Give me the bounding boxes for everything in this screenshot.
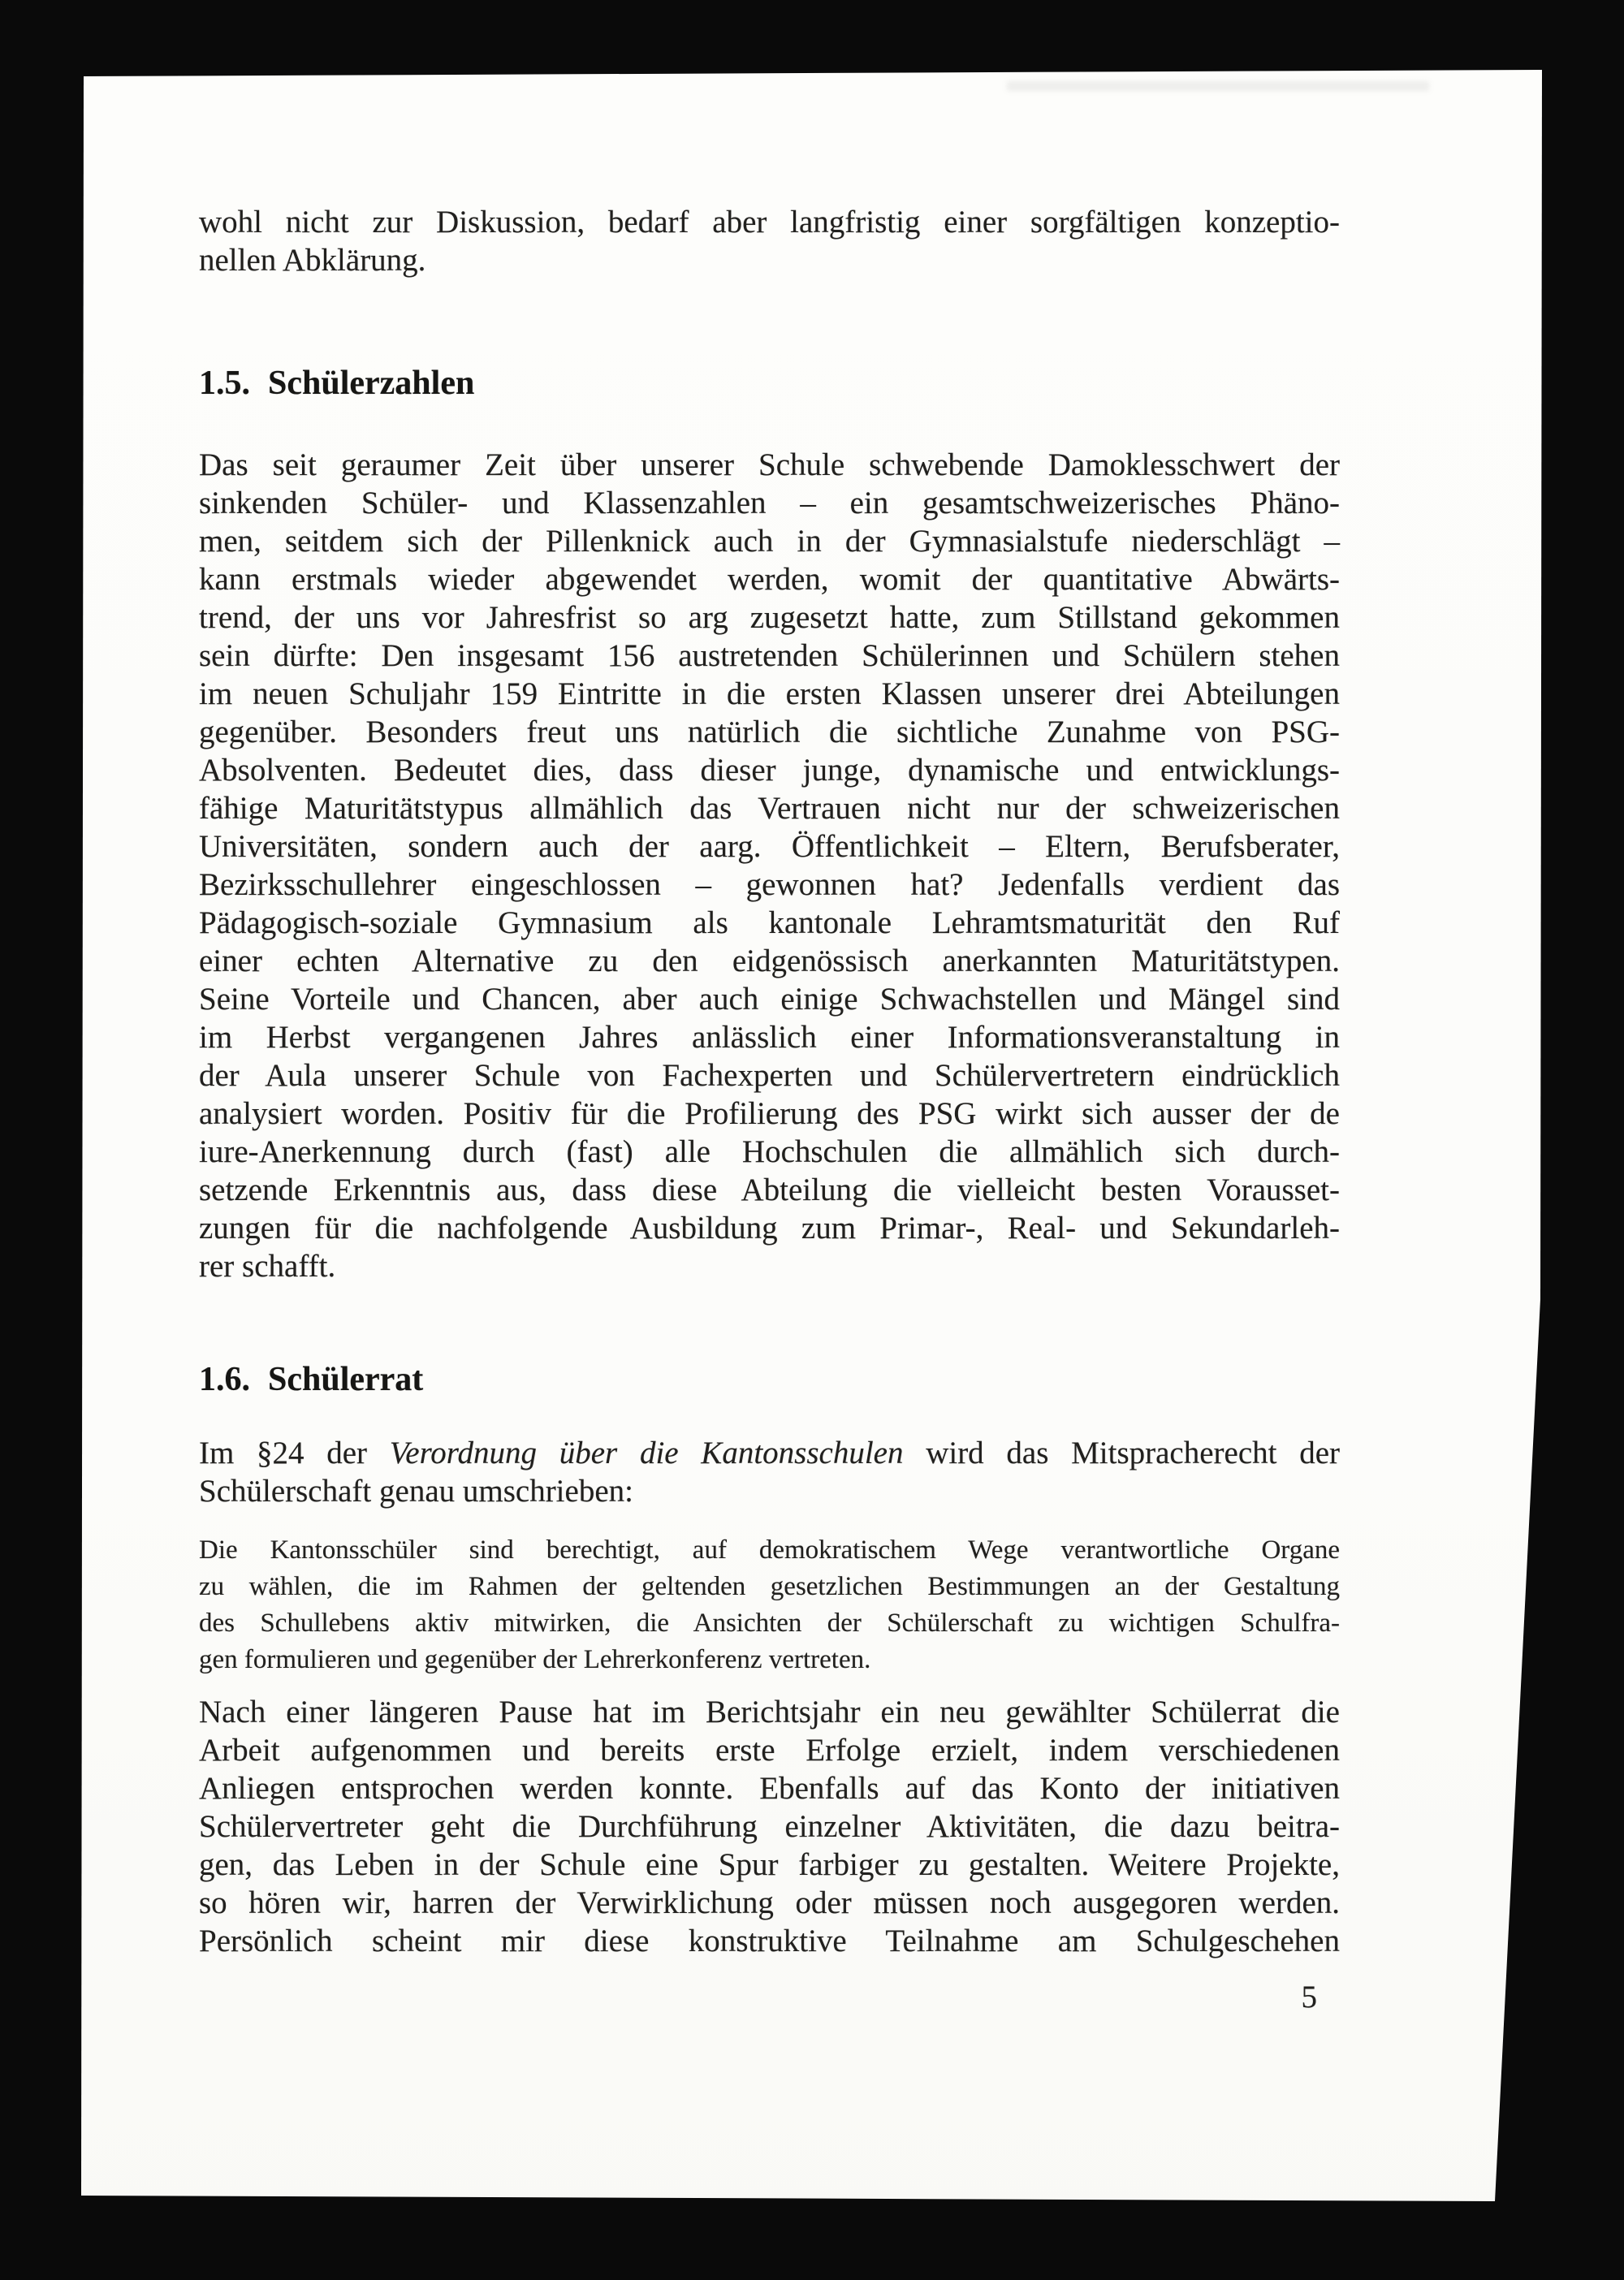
text-line: der Aula unserer Schule von Fachexperten und Schülervertretern eindrücklich (199, 1058, 1340, 1093)
paragraph-schuelerzahlen (199, 446, 1340, 1285)
italic-text-segment: Verordnung über die Kantonsschulen (389, 1436, 904, 1470)
text-line: nellen Abklärung. (199, 243, 426, 278)
text-line: Das seit geraumer Zeit über unserer Schule schwebende Damoklesschwert der (199, 447, 1340, 482)
text-line: sein dürfte: Den insgesamt 156 austretenden Schülerinnen und Schülern stehen (199, 638, 1340, 673)
text-line: setzende Erkenntnis aus, dass diese Abteilung die vielleicht besten Vorausset- (199, 1172, 1340, 1207)
carryover-paragraph (199, 203, 1340, 279)
text-line: Absolventen. Bedeutet dies, dass dieser junge, dynamische und entwicklungs- (199, 753, 1340, 788)
blockquote-regulation (199, 1532, 1340, 1678)
text-line: analysiert worden. Positiv für die Profilierung des PSG wirkt sich ausser der de (199, 1096, 1340, 1131)
paragraph-schuelerrat (199, 1693, 1340, 1960)
text-line: so hören wir, harren der Verwirklichung oder müssen noch ausgegoren werden. (199, 1885, 1340, 1920)
text-line: men, seitdem sich der Pillenknick auch in der Gymnasialstufe niederschlägt – (199, 524, 1340, 559)
text-line: Persönlich scheint mir diese konstruktive Teilnahme am Schulgeschehen (199, 1924, 1340, 1958)
text-line: Die Kantonsschüler sind berechtigt, auf demokratischem Wege verantwortliche Organe (199, 1535, 1340, 1565)
heading-number: 1.5. (199, 365, 250, 402)
text-line: gegenüber. Besonders freut uns natürlich die sichtliche Zunahme von PSG- (199, 715, 1340, 749)
text-line: zungen für die nachfolgende Ausbildung zum Primar-, Real- und Sekundarleh- (199, 1211, 1340, 1246)
text-segment: Im §24 der (199, 1436, 390, 1470)
text-line: wohl nicht zur Diskussion, bedarf aber langfristig einer sorgfältigen konzeptio- (199, 205, 1340, 240)
section-heading-1-6 (199, 1359, 1340, 1400)
text-line: im neuen Schuljahr 159 Eintritte in die ersten Klassen unserer drei Abteilungen (199, 676, 1340, 711)
text-line: Arbeit aufgenommen und bereits erste Erfolge erzielt, indem verschiedenen (199, 1733, 1340, 1768)
paragraph-intro-verordnung (199, 1434, 1340, 1510)
text-line: kann erstmals wieder abgewendet werden, womit der quantitative Abwärts- (199, 562, 1340, 597)
text-line: Nach einer längeren Pause hat im Berichtsjahr ein neu gewählter Schülerrat die (199, 1695, 1340, 1729)
text-line: rer schafft. (199, 1249, 336, 1284)
heading-number: 1.6. (199, 1361, 250, 1398)
text-line: gen, das Leben in der Schule eine Spur farbiger zu gestalten. Weitere Projekte, (199, 1847, 1340, 1882)
section-heading-1-5 (199, 363, 1340, 404)
text-line: Seine Vorteile und Chancen, aber auch einige Schwachstellen und Mängel sind (199, 982, 1340, 1017)
text-line: gen formulieren und gegenüber der Lehrerkonferenz vertreten. (199, 1645, 871, 1674)
heading-title: Schülerzahlen (268, 365, 475, 402)
text-line: einer echten Alternative zu den eidgenössisch anerkannten Maturitätstypen. (199, 944, 1340, 978)
text-line: des Schullebens aktiv mitwirken, die Ansichten der Schülerschaft zu wichtigen Schulfra- (199, 1609, 1340, 1638)
text-line: Schülervertreter geht die Durchführung einzelner Aktivitäten, die dazu beitra- (199, 1809, 1340, 1844)
text-line: im Herbst vergangenen Jahres anlässlich einer Informationsveranstaltung in (199, 1020, 1340, 1055)
heading-title: Schülerrat (268, 1361, 424, 1398)
text-line: Bezirksschullehrer eingeschlossen – gewonnen hat? Jedenfalls verdient das (199, 867, 1340, 902)
text-line: Pädagogisch-soziale Gymnasium als kantonale Lehramtsmaturität den Ruf (199, 905, 1340, 940)
text-line: Schülerschaft genau umschrieben: (199, 1474, 633, 1509)
text-line: zu wählen, die im Rahmen der geltenden gesetzlichen Bestimmungen an der Gestaltung (199, 1572, 1340, 1601)
text-line (199, 1434, 1340, 1472)
page-number: 5 (1301, 1980, 1317, 2014)
text-line: iure-Anerkennung durch (fast) alle Hochschulen die allmählich sich durch- (199, 1134, 1340, 1169)
text-line: fähige Maturitätstypus allmählich das Vertrauen nicht nur der schweizerischen (199, 791, 1340, 826)
text-line: sinkenden Schüler- und Klassenzahlen – ein gesamtschweizerisches Phäno- (199, 486, 1340, 520)
text-line: Universitäten, sondern auch der aarg. Öffentlichkeit – Eltern, Berufsberater, (199, 829, 1340, 864)
text-line: trend, der uns vor Jahresfrist so arg zugesetzt hatte, zum Stillstand gekommen (199, 600, 1340, 635)
text-segment: wird das Mitspracherecht der (903, 1436, 1340, 1470)
text-line: Anliegen entsprochen werden konnte. Ebenfalls auf das Konto der initiativen (199, 1771, 1340, 1806)
scan-artifact (1007, 81, 1429, 91)
